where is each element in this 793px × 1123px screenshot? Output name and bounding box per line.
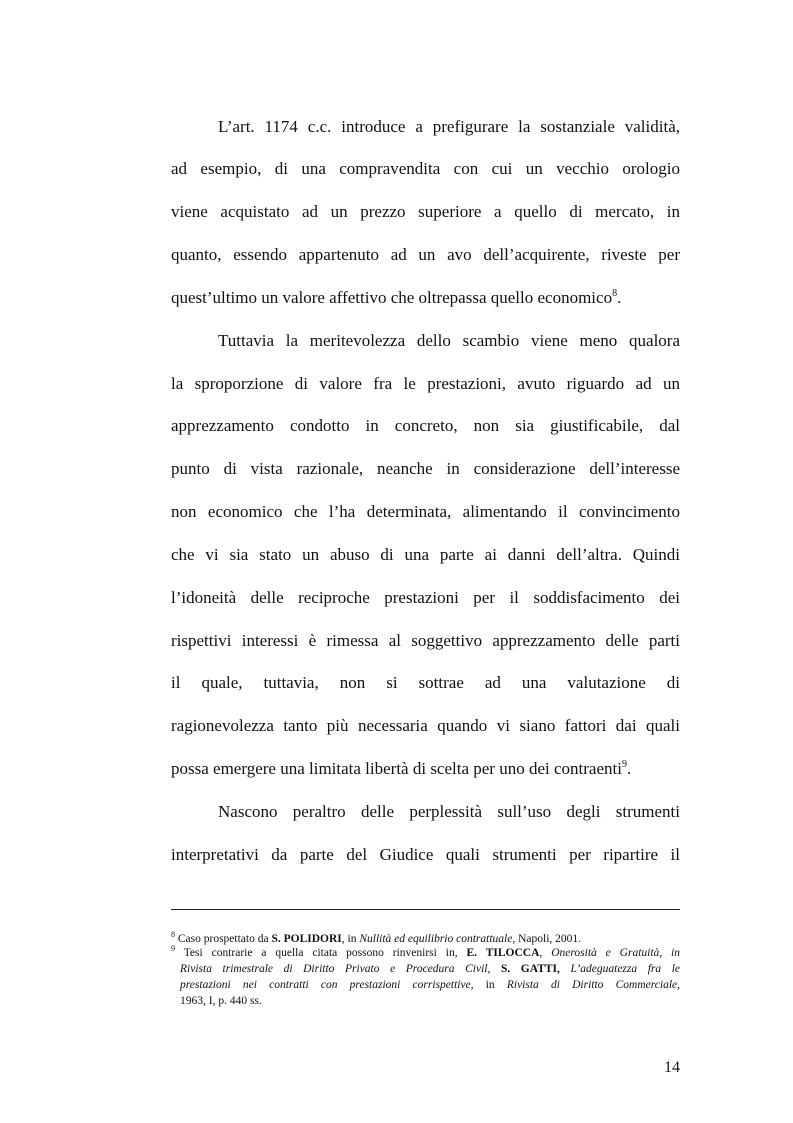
text-line: il quale, tuttavia, non si sottrae ad una valutazione di — [171, 673, 680, 692]
text-line: Nascono peraltro delle perplessità sull’uso degli strumenti — [218, 802, 680, 821]
text-line: interpretativi da parte del Giudice quali strumenti per ripartire il — [171, 845, 680, 864]
footnote-8: $^8$ Caso prospettato da S. POLIDORI, in Nullità ed equilibrio contrattuale, Napoli, 2001. — [171, 930, 582, 945]
page-number: 14 — [664, 1059, 680, 1076]
text-line: Tuttavia la meritevolezza dello scambio viene meno qualora — [218, 331, 680, 350]
text-line: quanto, essendo appartenuto ad un avo dell’acquirente, riveste per — [171, 245, 680, 264]
text-line: rispettivi interessi è rimessa al soggettivo apprezzamento delle parti — [171, 631, 680, 650]
text-line: non economico che l’ha determinata, alimentando il convincimento — [171, 502, 680, 521]
footnote-9-line: 1963, I, p. 440 ss. — [180, 995, 262, 1007]
text-line: viene acquistato ad un prezzo superiore a quello di mercato, in — [171, 202, 680, 221]
footnote-9-line: Rivista trimestrale di Diritto Privato e Procedura Civil, S. GATTI, L’adeguatezza fra le — [180, 963, 681, 975]
text-line: L’art. 1174 c.c. introduce a prefigurare la sostanziale validità, — [218, 117, 680, 136]
text-line: ad esempio, di una compravendita con cui un vecchio orologio — [171, 159, 680, 178]
text-line: che vi sia stato un abuso di una parte ai danni dell’altra. Quindi — [171, 545, 680, 564]
text-line: ragionevolezza tanto più necessaria quando vi siano fattori dai quali — [171, 716, 680, 735]
footnote-ref: 8 — [612, 288, 618, 299]
footnote-9-line: prestazioni nei contratti con prestazioni corrispettive, in Rivista di Diritto Commerciale, — [180, 979, 681, 991]
footnote-9: $^9$ Tesi contrarie a quella citata possono rinvenirsi in, E. TILOCCA, Onerosità e Gratuità, in — [171, 944, 681, 959]
footnote-ref: 9 — [621, 759, 627, 770]
text-line: la sproporzione di valore fra le prestazioni, avuto riguardo ad un — [171, 374, 680, 393]
text-line: apprezzamento condotto in concreto, non sia giustificabile, dal — [171, 416, 680, 435]
text-line: possa emergere una limitata libertà di scelta per uno dei contraenti$^9$. — [171, 759, 632, 778]
text-line: quest’ultimo un valore affettivo che oltrepassa quello economico$^8$. — [171, 288, 622, 307]
footnote-separator — [171, 909, 680, 910]
text-line: punto di vista razionale, neanche in considerazione dell’interesse — [171, 459, 680, 478]
text-line: l’idoneità delle reciproche prestazioni per il soddisfacimento dei — [171, 588, 680, 607]
